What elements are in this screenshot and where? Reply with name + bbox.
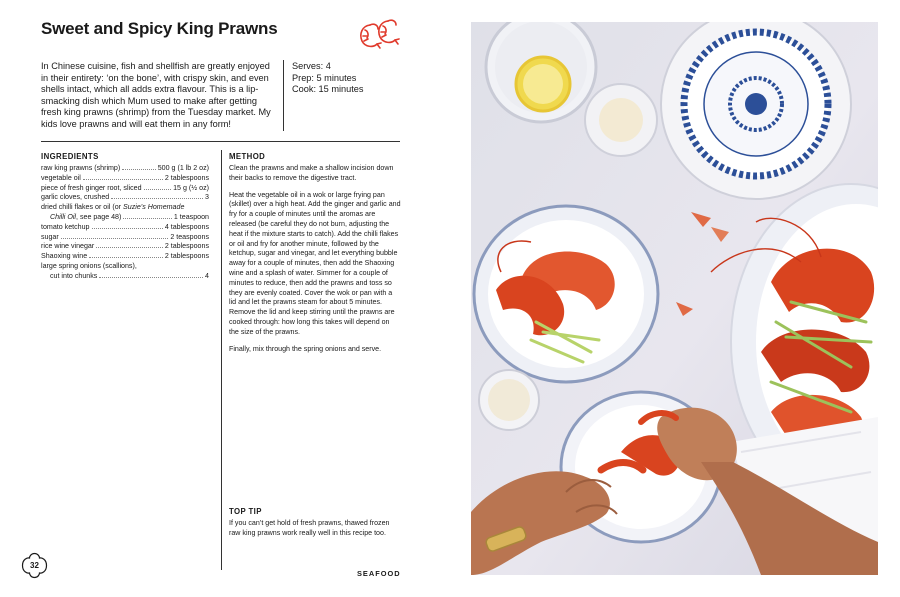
recipe-meta <box>292 61 364 96</box>
ingredient-qty: 4 <box>205 271 209 280</box>
ingredient-reference: Suzie’s Homemade <box>123 203 185 212</box>
ingredient-reference-cont: Chilli Oil <box>50 212 77 221</box>
section-rule <box>41 141 400 142</box>
ingredients-list <box>41 164 209 282</box>
ingredient-item <box>41 252 209 262</box>
leader-dots <box>89 257 163 258</box>
ingredient-item-line1 <box>41 203 209 213</box>
water-glass <box>486 22 596 122</box>
small-glass <box>479 370 539 430</box>
column-rule <box>221 150 222 570</box>
leader-dots <box>122 169 156 170</box>
leader-dots <box>144 189 172 190</box>
ingredient-name: piece of fresh ginger root, sliced <box>41 183 142 192</box>
ingredient-item <box>41 164 209 174</box>
ingredient-name: raw king prawns (shrimp) <box>41 164 121 172</box>
ingredient-item-line2 <box>41 213 209 223</box>
ingredient-qty: 1 teaspoon <box>173 212 209 221</box>
method-step: Finally, mix through the spring onions and serve. <box>229 344 382 353</box>
leader-dots <box>92 228 163 229</box>
recipe-title: Sweet and Spicy King Prawns <box>41 19 278 38</box>
prawns-logo-icon <box>356 18 402 52</box>
top-tip-text: If you can’t get hold of fresh prawns, thawed frozen raw king prawns work really well in this recipe too. <box>229 519 390 537</box>
ingredient-item <box>41 242 209 252</box>
ingredient-qty: 2 teaspoons <box>170 232 209 241</box>
ingredient-qty: 15 g (½ oz) <box>173 183 209 192</box>
leader-dots <box>83 179 163 180</box>
ingredient-qty: 2 tablespoons <box>164 252 209 261</box>
ingredient-item-line1 <box>41 262 209 272</box>
prep-time-text: Prep: 5 minutes <box>292 72 357 83</box>
ingredient-item <box>41 223 209 233</box>
top-tip-heading: TOP TIP <box>229 507 262 516</box>
leader-dots <box>96 247 163 248</box>
leader-dots <box>61 238 169 239</box>
food-photo <box>471 22 878 575</box>
leader-dots <box>99 277 203 278</box>
ingredient-item <box>41 193 209 203</box>
section-footer: SEAFOOD <box>357 569 401 578</box>
ingredient-item <box>41 184 209 194</box>
intro-divider <box>283 60 284 131</box>
blue-pattern-plate <box>661 22 851 199</box>
method-step: Clean the prawns and make a shallow incision down their backs to remove the digestive tract. <box>229 164 394 182</box>
method-section <box>229 152 401 361</box>
top-tip-section <box>229 507 401 539</box>
wine-glass <box>585 84 657 156</box>
ingredient-name-cont: cut into chunks <box>50 271 98 280</box>
ingredient-name: garlic cloves, crushed <box>41 193 110 202</box>
ingredient-name: sugar <box>41 232 59 241</box>
ingredient-qty: 2 tablespoons <box>164 173 209 182</box>
ingredient-item-line2 <box>41 272 209 282</box>
ingredient-page-ref: , see page 48) <box>76 212 122 221</box>
ingredient-name: rice wine vinegar <box>41 242 95 251</box>
page-number: 32 <box>30 561 39 570</box>
ingredient-name: vegetable oil <box>41 173 81 182</box>
page-number-badge <box>21 552 48 579</box>
ingredients-heading: INGREDIENTS <box>41 152 99 161</box>
ingredient-name: dried chilli flakes or oil (or <box>41 203 124 212</box>
ingredient-item <box>41 174 209 184</box>
leader-dots <box>111 198 203 199</box>
serves-text: Serves: 4 <box>292 61 331 71</box>
ingredient-qty: 4 tablespoons <box>164 222 209 231</box>
ingredient-qty: 500 g (1 lb 2 oz) <box>157 164 209 172</box>
ingredient-name-cont <box>50 213 121 223</box>
method-heading: METHOD <box>229 152 266 161</box>
ingredient-name: large spring onions (scallions), <box>41 261 137 270</box>
ingredient-item <box>41 233 209 243</box>
ingredients-section <box>41 152 209 282</box>
small-prawn-plate <box>474 206 658 382</box>
ingredient-qty: 2 tablespoons <box>164 242 209 251</box>
ingredient-name: tomato ketchup <box>41 222 90 231</box>
recipe-intro: In Chinese cuisine, fish and shellfish are greatly enjoyed in their entirety: ‘on the bone’, with crispy skin, and even shells intact, which all adds extra flavour. This is a lip-smacking dish which Mum used to make after getting fresh king prawns (shrimp) from the Tuesday market. My kids love prawns and will eat them in any form! <box>41 61 271 129</box>
ingredient-name: Shaoxing wine <box>41 252 88 261</box>
method-step: Heat the vegetable oil in a wok or large frying pan (skillet) over a high heat. Add the ginger and garlic and fry for a couple of minutes until the aromas are released (be careful they do not burn, adjusting the heat if the mixture starts to catch). Add the chilli flakes or oil and fry for another minute, followed by the ketchup, sugar and vinegar, and let everything bubble away for a couple of minutes, then add the Shaoxing wine and a splash of water. Simmer for a couple of minutes to reduce, then add the prawns and toss so they are evenly coated. Cover the wok or pan with a lid and let the prawns steam for about 5 minutes. Remove the lid and keep stirring until the prawns are cooked through: how long this takes will depend on the size of the prawns. <box>229 190 401 336</box>
ingredient-qty: 3 <box>205 193 209 202</box>
leader-dots <box>123 218 172 219</box>
cook-time-text: Cook: 15 minutes <box>292 84 364 95</box>
